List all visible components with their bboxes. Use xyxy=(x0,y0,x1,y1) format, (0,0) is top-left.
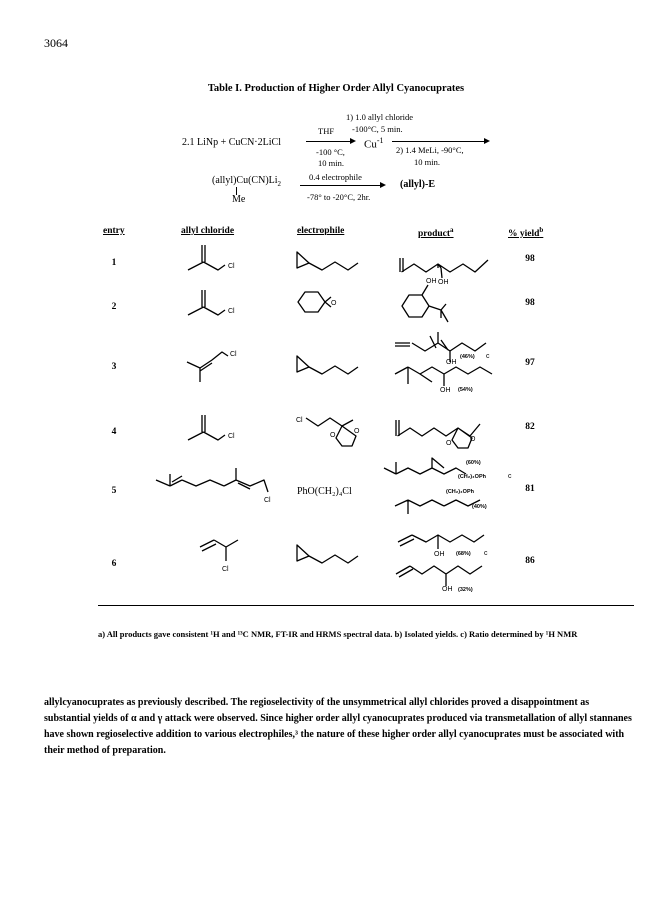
oh-label: OH xyxy=(426,278,437,285)
col-header-product-label: product xyxy=(418,229,451,240)
methallyl-chloride-1 xyxy=(188,245,225,270)
allyl-cuprate-label: (allyl)Cu(CN)Li xyxy=(212,175,278,186)
o-label: O xyxy=(354,428,360,435)
col-header-entry: entry xyxy=(103,226,125,236)
arrow2-bottom-line2: 10 min. xyxy=(414,157,440,167)
table-title: Table I. Production of Higher Order Allyl Cyanocuprates xyxy=(207,83,465,94)
arrow2-bottom-line1: 2) 1.4 MeLi, -90°C, xyxy=(396,145,464,155)
yield-value: 86 xyxy=(525,556,535,566)
product-6a xyxy=(398,535,484,549)
footnote-c-marker: c xyxy=(484,550,488,557)
oh-label: OH xyxy=(446,359,457,366)
arrow2-top-line1: 1) 1.0 allyl chloride xyxy=(346,112,414,122)
entry-number: 6 xyxy=(111,559,117,569)
body-paragraph xyxy=(44,695,634,759)
arrow1-top: THF xyxy=(318,126,335,136)
table-rule xyxy=(98,605,634,606)
arrow3-bottom: -78° to -20°C, 2hr. xyxy=(307,192,371,202)
cl-label: Cl xyxy=(230,351,237,358)
o-label: O xyxy=(446,440,452,447)
cuprate-methyl: Me xyxy=(232,194,246,205)
yield-value: 98 xyxy=(525,254,535,264)
arrow1-bottom-line1: -100 °C, xyxy=(316,147,345,157)
cl-label: Cl xyxy=(228,263,235,270)
body-text: allylcyanocuprates as previously described. The regioselectivity of the unsymmetrical allyl chlorides proved a disappointment as substantial yields of α and γ attack were observed. Since higher order allyl cyanocuprates produced via transmetallation of allyl stannanes have shown regioselective addition to various electrophiles,³ the nature of these higher order allyl cyanocuprates must be associated with their method of preparation. xyxy=(44,697,632,756)
cyclohexene-oxide xyxy=(298,292,331,312)
o-label: O xyxy=(331,300,337,307)
epoxide-3 xyxy=(297,356,358,374)
cl-label: Cl xyxy=(264,497,271,504)
entry-number: 5 xyxy=(111,486,117,496)
entry-number: 2 xyxy=(111,302,117,312)
yield-value: 82 xyxy=(525,422,535,432)
prenyl-chloride xyxy=(187,352,228,382)
arrow1-bottom-line2: 10 min. xyxy=(318,158,344,168)
product-1 xyxy=(400,258,488,278)
ratio-label: (68%) xyxy=(456,551,471,557)
product-5b xyxy=(395,500,480,514)
product-4 xyxy=(396,420,480,448)
yield-value: 81 xyxy=(525,484,535,494)
yield-value: 98 xyxy=(525,298,535,308)
col-header-electrophile: electrophile xyxy=(297,226,345,236)
cu-charge: -1 xyxy=(376,136,384,145)
cl-label: Cl xyxy=(228,308,235,315)
arrow3-top: 0.4 electrophile xyxy=(309,172,362,182)
o-label: O xyxy=(330,432,336,439)
cu-label: Cu xyxy=(364,138,377,151)
methallyl-chloride-4 xyxy=(188,415,225,440)
col-header-yield-sup: b xyxy=(539,226,544,234)
arrow2-top-line2: -100°C, 5 min. xyxy=(352,124,403,134)
ratio-label: (60%) xyxy=(466,460,481,466)
col-header-yield-label: % yield xyxy=(508,229,540,240)
allyl-product: (allyl)-E xyxy=(400,179,435,190)
product-5a xyxy=(384,458,466,474)
chlorobutene xyxy=(200,540,238,561)
entry-number: 4 xyxy=(111,427,117,437)
methallyl-chloride-2 xyxy=(188,290,225,315)
entry-number: 3 xyxy=(111,362,117,372)
entry-number: 1 xyxy=(111,258,117,268)
epoxide-1 xyxy=(297,252,358,270)
ratio-label: (54%) xyxy=(458,387,473,393)
oh-label: OH xyxy=(438,279,449,286)
oh-label: OH xyxy=(440,387,451,394)
table-footnote: a) All products gave consistent ¹H and ¹³C NMR, FT-IR and HRMS spectral data. b) Isolated yields. c) Ratio determined by ¹H NMR xyxy=(98,629,578,639)
product-2 xyxy=(402,285,448,322)
product-6b xyxy=(396,566,482,586)
footnote-c-marker: c xyxy=(508,473,512,480)
cl-label: Cl xyxy=(296,417,303,424)
o-label: O xyxy=(470,436,476,443)
ratio-label: (40%) xyxy=(472,504,487,510)
ch2-oph-label: (CH₂)₄OPh xyxy=(458,474,486,480)
footnote-c-marker: c xyxy=(486,353,490,360)
page-number: 3064 xyxy=(44,36,68,50)
reactants: 2.1 LiNp + CuCN·2LiCl xyxy=(182,137,281,148)
allyl-cuprate-subscript: 2 xyxy=(277,180,282,188)
geranyl-chloride xyxy=(156,468,268,492)
cl-label: Cl xyxy=(222,566,229,573)
epoxide-6 xyxy=(297,545,358,563)
cl-label: Cl xyxy=(228,433,235,440)
oh-label: OH xyxy=(434,551,445,558)
ch2-oph-label: (CH₂)₄OPh xyxy=(446,489,474,495)
yield-value: 97 xyxy=(525,358,535,368)
col-header-allyl-chloride: allyl chloride xyxy=(181,226,235,236)
oh-label: OH xyxy=(442,586,453,593)
ratio-label: (32%) xyxy=(458,587,473,593)
product-3b xyxy=(395,367,492,386)
ratio-label: (46%) xyxy=(460,354,475,360)
col-header-product-sup: a xyxy=(450,226,454,234)
electrophile-text-5: PhO(CH₂)₄Cl xyxy=(297,486,352,497)
